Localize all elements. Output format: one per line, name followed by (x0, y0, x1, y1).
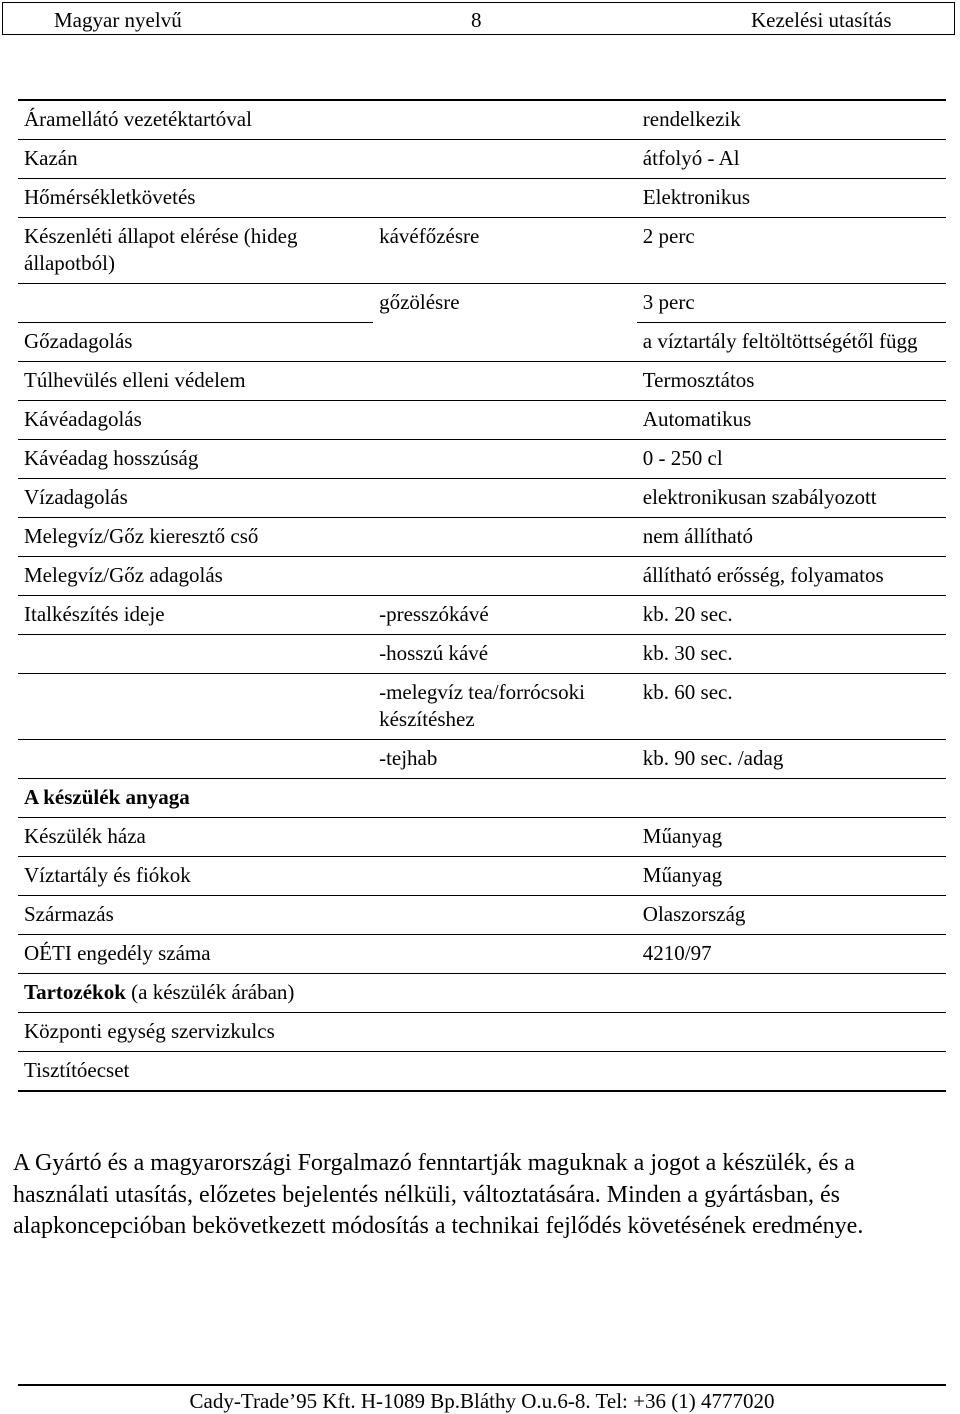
header-language: Magyar nyelvű (54, 8, 182, 32)
table-row (18, 1052, 946, 1092)
spec-label: Kazán (18, 140, 373, 179)
spec-value: Elektronikus (637, 179, 946, 218)
table-row (18, 401, 946, 440)
table-row (18, 1013, 946, 1052)
table-row (18, 635, 946, 674)
spec-value: kb. 60 sec. (637, 674, 946, 740)
spec-value (637, 779, 946, 818)
table-row (18, 896, 946, 935)
spec-value (637, 1052, 946, 1092)
spec-value: Műanyag (637, 857, 946, 896)
table-row (18, 557, 946, 596)
spec-sub: kávéfőzésre (373, 218, 637, 284)
spec-sub (373, 401, 637, 440)
spec-sub: -hosszú kávé (373, 635, 637, 674)
table-row (18, 323, 946, 362)
spec-value: 4210/97 (637, 935, 946, 974)
table-row (18, 284, 946, 323)
spec-value: 3 perc (637, 284, 946, 323)
spec-sub (373, 1013, 637, 1052)
table-row (18, 779, 946, 818)
table-row (18, 857, 946, 896)
spec-value (637, 1013, 946, 1052)
spec-sub (373, 1052, 637, 1092)
spec-value: kb. 20 sec. (637, 596, 946, 635)
spec-label: Áramellátó vezetéktartóval (18, 100, 373, 140)
spec-sub: gőzölésre (373, 284, 637, 323)
spec-sub (373, 818, 637, 857)
spec-label: Tisztítóecset (18, 1052, 373, 1092)
spec-value: 0 - 250 cl (637, 440, 946, 479)
page-footer: Cady-Trade’95 Kft. H-1089 Bp.Bláthy O.u.6-8. Tel: +36 (1) 4777020 (18, 1384, 946, 1414)
table-row (18, 440, 946, 479)
table-row (18, 179, 946, 218)
spec-label: Központi egység szervizkulcs (18, 1013, 373, 1052)
spec-value: rendelkezik (637, 100, 946, 140)
spec-value: 2 perc (637, 218, 946, 284)
spec-sub (373, 518, 637, 557)
spec-value: állítható erősség, folyamatos (637, 557, 946, 596)
spec-label (18, 284, 373, 323)
spec-sub: -melegvíz tea/forrócsoki készítéshez (373, 674, 637, 740)
spec-label: Kávéadagolás (18, 401, 373, 440)
spec-sub (373, 323, 637, 362)
spec-sub (373, 557, 637, 596)
spec-sub (373, 779, 637, 818)
spec-value: Automatikus (637, 401, 946, 440)
spec-label: Készülék háza (18, 818, 373, 857)
spec-value: elektronikusan szabályozott (637, 479, 946, 518)
disclaimer-note: A Gyártó és a magyarországi Forgalmazó fenntartják maguknak a jogot a készülék, és a használati utasítás, előzetes bejelentés nélküli, változtatására. Minden a gyártásban, és alapkoncepcióban bekövetkezett módosítás a technikai fejlődés követésének eredménye. (13, 1150, 864, 1239)
spec-value: a víztartály feltöltöttségétől függ (637, 323, 946, 362)
spec-sub: -presszókávé (373, 596, 637, 635)
spec-value: Műanyag (637, 818, 946, 857)
spec-label: Italkészítés ideje (18, 596, 373, 635)
table-row (18, 974, 946, 1013)
spec-label (18, 635, 373, 674)
page-number: 8 (471, 8, 482, 32)
spec-sub (373, 935, 637, 974)
spec-label: Hőmérsékletkövetés (18, 179, 373, 218)
spec-label: Vízadagolás (18, 479, 373, 518)
table-row (18, 518, 946, 557)
spec-label: Túlhevülés elleni védelem (18, 362, 373, 401)
spec-label: Melegvíz/Gőz kieresztő cső (18, 518, 373, 557)
spec-value: Termosztátos (637, 362, 946, 401)
spec-value: nem állítható (637, 518, 946, 557)
spec-label: Melegvíz/Gőz adagolás (18, 557, 373, 596)
page-header (2, 2, 955, 35)
spec-sub (373, 479, 637, 518)
spec-label: Kávéadag hosszúság (18, 440, 373, 479)
table-row (18, 218, 946, 284)
spec-sub (373, 100, 637, 140)
spec-sub: -tejhab (373, 740, 637, 779)
table-row (18, 479, 946, 518)
table-row (18, 818, 946, 857)
spec-label: Víztartály és fiókok (18, 857, 373, 896)
spec-value: kb. 30 sec. (637, 635, 946, 674)
table-row (18, 596, 946, 635)
section-heading: A készülék anyaga (18, 779, 373, 818)
spec-value: Olaszország (637, 896, 946, 935)
spec-sub (373, 179, 637, 218)
spec-sub (373, 440, 637, 479)
spec-label (18, 674, 373, 740)
spec-label: Készenléti állapot elérése (hideg állapotból) (18, 218, 373, 284)
table-row (18, 935, 946, 974)
spec-sub (373, 362, 637, 401)
table-row (18, 740, 946, 779)
spec-label: OÉTI engedély száma (18, 935, 373, 974)
spec-label (18, 740, 373, 779)
spec-value: átfolyó - Al (637, 140, 946, 179)
table-row (18, 362, 946, 401)
spec-sub (373, 896, 637, 935)
accessories-title: Tartozékok (24, 980, 126, 1004)
specification-table (18, 99, 946, 1092)
accessories-heading (18, 974, 946, 1013)
spec-value: kb. 90 sec. /adag (637, 740, 946, 779)
accessories-note: (a készülék árában) (131, 980, 295, 1004)
spec-sub (373, 857, 637, 896)
spec-label: Származás (18, 896, 373, 935)
table-row (18, 100, 946, 140)
table-row (18, 140, 946, 179)
spec-label: Gőzadagolás (18, 323, 373, 362)
spec-sub (373, 140, 637, 179)
header-title: Kezelési utasítás (751, 8, 892, 32)
table-row (18, 674, 946, 740)
